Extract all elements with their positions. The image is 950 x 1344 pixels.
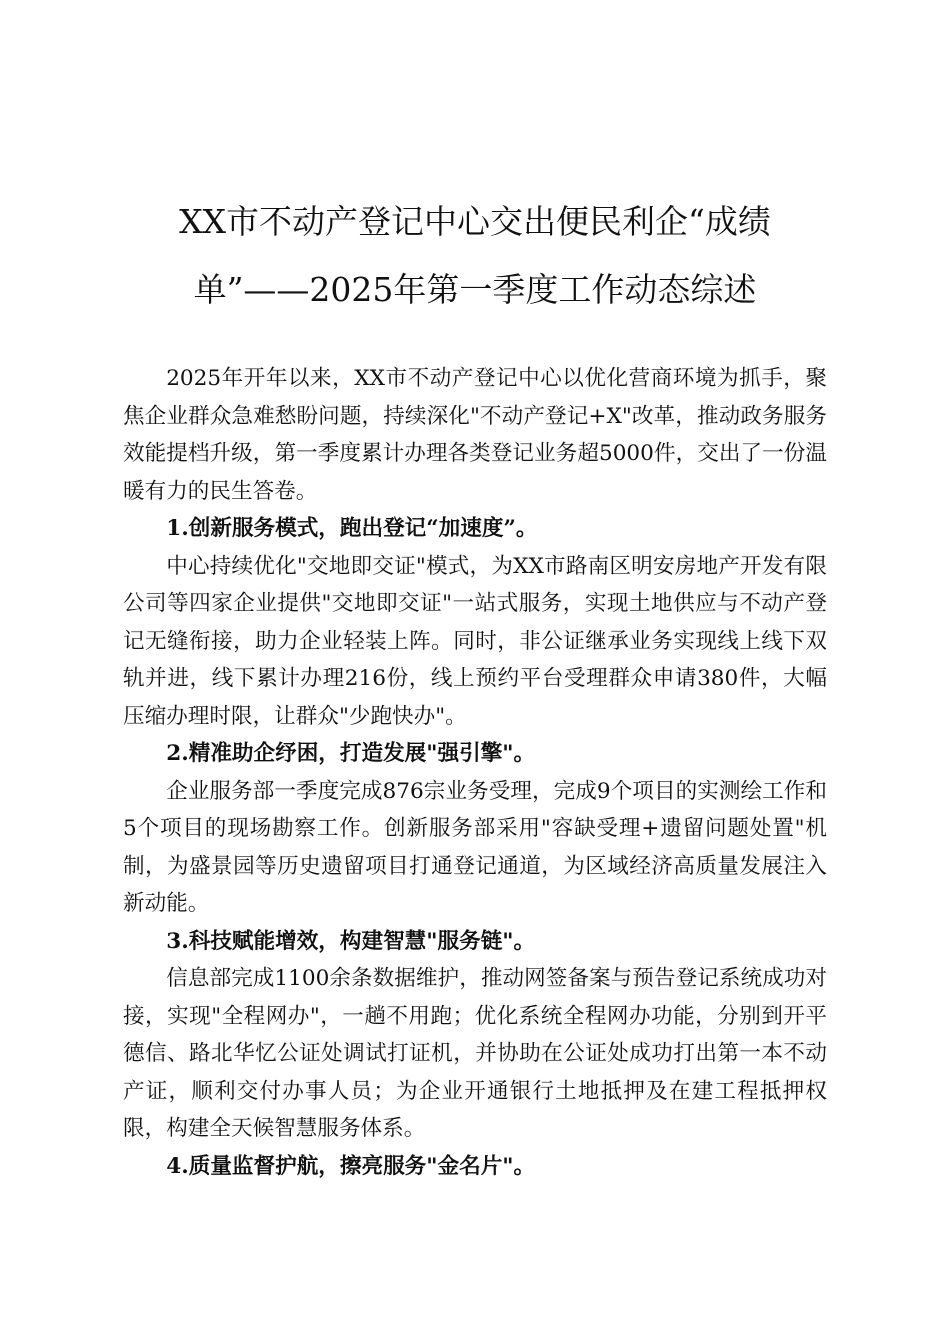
intro-paragraph: 2025年开年以来，XX市不动产登记中心以优化营商环境为抓手，聚焦企业群众急难愁盼问题，持续深化"不动产登记+X"改革，推动政务服务效能提档升级，第一季度累计办理各类登记业务超5000件，交出了一份温暖有力的民生答卷。 <box>123 366 827 504</box>
section-3-heading: 3.科技赋能增效，构建智慧"服务链"。 <box>166 928 536 954</box>
section-2-heading: 2.精准助企纾困，打造发展"强引擎"。 <box>166 741 536 766</box>
document-body <box>123 360 827 1185</box>
document-title-line-1: XX市不动产登记中心交出便民利企“成绩 <box>179 202 771 241</box>
section-1-heading: 1.创新服务模式，跑出登记“加速度”。 <box>166 516 538 541</box>
section-1-paragraph: 中心持续优化"交地即交证"模式，为XX市路南区明安房地产开发有限公司等四家企业提供"交地即交证"一站式服务，实现土地供应与不动产登记无缝衔接，助力企业轻装上阵。同时，非公证继承业务实现线上线下双轨并进，线下累计办理216份，线上预约平台受理群众申请380件，大幅压缩办理时限，让群众"少跑快办"。 <box>123 553 827 729</box>
document-title-line-2: 单”——2025年第一季度工作动态综述 <box>193 270 757 309</box>
section-2-paragraph: 企业服务部一季度完成876宗业务受理，完成9个项目的实测绘工作和5个项目的现场勘察工作。创新服务部采用"容缺受理+遗留问题处置"机制，为盛景园等历史遗留项目打通登记通道，为区域经济高质量发展注入新动能。 <box>123 778 827 916</box>
section-4-heading: 4.质量监督护航，擦亮服务"金名片"。 <box>166 1153 536 1179</box>
section-3-paragraph: 信息部完成1100余条数据维护，推动网签备案与预告登记系统成功对接，实现"全程网办"，一趟不用跑；优化系统全程网办功能，分别到开平德信、路北华忆公证处调试打证机，并协助在公证处成功打出第一本不动产证，顺利交付办事人员；为企业开通银行土地抵押及在建工程抵押权限，构建全天候智慧服务体系。 <box>123 966 827 1141</box>
